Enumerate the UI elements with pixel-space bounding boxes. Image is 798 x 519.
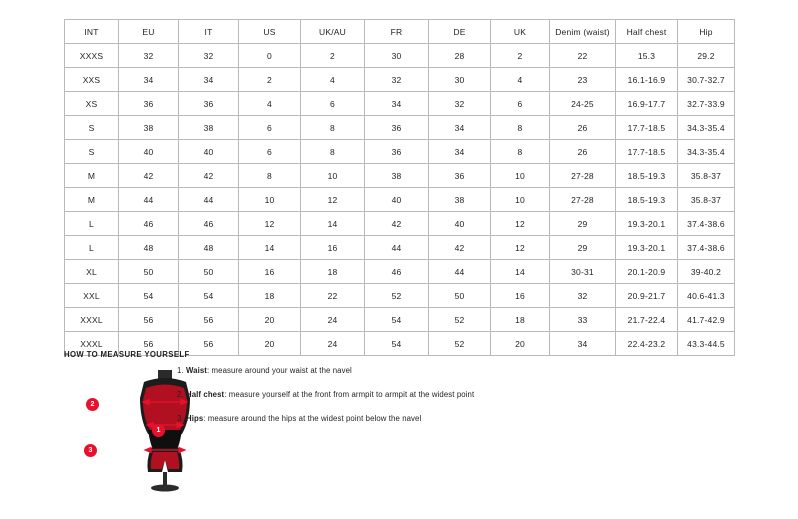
table-row xyxy=(65,44,735,68)
table-cell: 56 xyxy=(119,332,179,356)
measurement-note-waist xyxy=(177,365,597,376)
table-cell: 37.4-38.6 xyxy=(678,212,735,236)
table-cell: 30.7-32.7 xyxy=(678,68,735,92)
table-cell: 32 xyxy=(119,44,179,68)
table-cell: 40 xyxy=(119,140,179,164)
table-cell: 16.9-17.7 xyxy=(616,92,678,116)
table-cell: 23 xyxy=(550,68,616,92)
table-cell: XXXL xyxy=(65,332,119,356)
bullet-marker-2: 2 xyxy=(86,398,99,411)
table-cell: 22.4-23.2 xyxy=(616,332,678,356)
table-cell: 40 xyxy=(179,140,239,164)
table-cell: 20.1-20.9 xyxy=(616,260,678,284)
table-cell: 16 xyxy=(239,260,301,284)
table-cell: 12 xyxy=(239,212,301,236)
table-cell: 36 xyxy=(119,92,179,116)
table-cell: 2 xyxy=(301,44,365,68)
table-cell: 36 xyxy=(365,140,429,164)
table-cell: 39-40.2 xyxy=(678,260,735,284)
table-cell: 56 xyxy=(179,308,239,332)
table-cell: 42 xyxy=(429,236,491,260)
column-header-fr: FR xyxy=(365,20,429,44)
column-header-half-chest: Half chest xyxy=(616,20,678,44)
table-cell: S xyxy=(65,116,119,140)
table-cell: 30 xyxy=(365,44,429,68)
table-cell: 44 xyxy=(119,188,179,212)
table-cell: 54 xyxy=(119,284,179,308)
table-cell: 16 xyxy=(301,236,365,260)
column-header-int: INT xyxy=(65,20,119,44)
table-cell: 32 xyxy=(365,68,429,92)
table-cell: 38 xyxy=(429,188,491,212)
table-cell: 48 xyxy=(179,236,239,260)
table-cell: 32 xyxy=(550,284,616,308)
table-cell: 40 xyxy=(429,212,491,236)
table-cell: 34 xyxy=(119,68,179,92)
table-row xyxy=(65,164,735,188)
table-cell: 42 xyxy=(365,212,429,236)
table-cell: 40 xyxy=(365,188,429,212)
note-index-2: 2. xyxy=(177,390,184,399)
note-index-3: 3. xyxy=(177,414,184,423)
table-cell: 8 xyxy=(301,140,365,164)
table-cell: 32 xyxy=(179,44,239,68)
table-cell: 20 xyxy=(239,308,301,332)
table-cell: 6 xyxy=(239,140,301,164)
table-cell: 32 xyxy=(429,92,491,116)
table-cell: 34 xyxy=(365,92,429,116)
table-cell: 24-25 xyxy=(550,92,616,116)
table-cell: 26 xyxy=(550,116,616,140)
column-header-it: IT xyxy=(179,20,239,44)
measurement-notes xyxy=(177,365,597,437)
measurement-note-half-chest xyxy=(177,389,597,400)
table-cell: 12 xyxy=(491,236,550,260)
table-cell: 19.3-20.1 xyxy=(616,236,678,260)
table-cell: 43.3-44.5 xyxy=(678,332,735,356)
table-cell: 2 xyxy=(491,44,550,68)
table-cell: 29 xyxy=(550,212,616,236)
table-cell: 52 xyxy=(365,284,429,308)
table-cell: 14 xyxy=(491,260,550,284)
column-header-eu: EU xyxy=(119,20,179,44)
table-cell: S xyxy=(65,140,119,164)
table-cell: 24 xyxy=(301,332,365,356)
table-cell: 36 xyxy=(365,116,429,140)
table-row xyxy=(65,260,735,284)
table-cell: 18.5-19.3 xyxy=(616,188,678,212)
table-cell: 20.9-21.7 xyxy=(616,284,678,308)
table-cell: 8 xyxy=(301,116,365,140)
table-cell: 18 xyxy=(491,308,550,332)
table-cell: 6 xyxy=(301,92,365,116)
table-cell: XXS xyxy=(65,68,119,92)
table-row xyxy=(65,236,735,260)
column-header-denim-waist: Denim (waist) xyxy=(550,20,616,44)
table-cell: 12 xyxy=(301,188,365,212)
note-term-hips: Hips xyxy=(185,414,204,423)
column-header-de: DE xyxy=(429,20,491,44)
table-cell: 21.7-22.4 xyxy=(616,308,678,332)
bullet-marker-1: 1 xyxy=(152,424,165,437)
table-cell: 28 xyxy=(429,44,491,68)
note-index-1: 1. xyxy=(177,366,184,375)
table-cell: 41.7-42.9 xyxy=(678,308,735,332)
table-cell: 4 xyxy=(301,68,365,92)
table-cell: 26 xyxy=(550,140,616,164)
bullet-marker-3: 3 xyxy=(84,444,97,457)
table-cell: 14 xyxy=(301,212,365,236)
table-cell: 46 xyxy=(365,260,429,284)
table-cell: 16.1-16.9 xyxy=(616,68,678,92)
table-row xyxy=(65,284,735,308)
table-cell: 52 xyxy=(429,332,491,356)
table-cell: 54 xyxy=(365,332,429,356)
table-cell: 50 xyxy=(429,284,491,308)
table-cell: 14 xyxy=(239,236,301,260)
table-cell: 34 xyxy=(429,140,491,164)
table-cell: 35.8-37 xyxy=(678,164,735,188)
table-cell: 27-28 xyxy=(550,164,616,188)
table-cell: XS xyxy=(65,92,119,116)
table-cell: 12 xyxy=(491,212,550,236)
table-cell: XXXS xyxy=(65,44,119,68)
table-cell: 34.3-35.4 xyxy=(678,140,735,164)
table-cell: L xyxy=(65,236,119,260)
table-cell: M xyxy=(65,164,119,188)
table-cell: XXXL xyxy=(65,308,119,332)
table-header-row xyxy=(65,20,735,44)
table-cell: 56 xyxy=(119,308,179,332)
table-cell: 18.5-19.3 xyxy=(616,164,678,188)
table-cell: 38 xyxy=(179,116,239,140)
table-cell: 34.3-35.4 xyxy=(678,116,735,140)
table-cell: XL xyxy=(65,260,119,284)
table-cell: 2 xyxy=(239,68,301,92)
table-cell: 27-28 xyxy=(550,188,616,212)
table-cell: 22 xyxy=(301,284,365,308)
table-cell: 38 xyxy=(365,164,429,188)
table-cell: 46 xyxy=(179,212,239,236)
column-header-uk-au: UK/AU xyxy=(301,20,365,44)
table-cell: 16 xyxy=(491,284,550,308)
table-cell: 36 xyxy=(179,92,239,116)
table-cell: 15.3 xyxy=(616,44,678,68)
table-row xyxy=(65,92,735,116)
table-row xyxy=(65,116,735,140)
table-cell: 4 xyxy=(239,92,301,116)
table-cell: 22 xyxy=(550,44,616,68)
table-cell: 8 xyxy=(491,116,550,140)
note-text-hips: : measure around the hips at the widest point below the navel xyxy=(203,414,422,423)
table-cell: 36 xyxy=(429,164,491,188)
table-cell: 40.6-41.3 xyxy=(678,284,735,308)
note-term-waist: Waist xyxy=(185,366,207,375)
table-cell: 17.7-18.5 xyxy=(616,116,678,140)
table-cell: 50 xyxy=(179,260,239,284)
table-cell: 37.4-38.6 xyxy=(678,236,735,260)
table-cell: 42 xyxy=(179,164,239,188)
table-cell: 48 xyxy=(119,236,179,260)
table-cell: M xyxy=(65,188,119,212)
table-cell: 44 xyxy=(365,236,429,260)
table-cell: 10 xyxy=(491,188,550,212)
size-table-container xyxy=(64,19,734,356)
table-cell: 10 xyxy=(239,188,301,212)
table-cell: 29.2 xyxy=(678,44,735,68)
table-cell: 52 xyxy=(429,308,491,332)
table-cell: 34 xyxy=(550,332,616,356)
table-cell: 34 xyxy=(179,68,239,92)
table-cell: 19.3-20.1 xyxy=(616,212,678,236)
table-cell: 34 xyxy=(429,116,491,140)
table-row xyxy=(65,308,735,332)
table-cell: L xyxy=(65,212,119,236)
table-row xyxy=(65,212,735,236)
column-header-uk: UK xyxy=(491,20,550,44)
table-cell: 46 xyxy=(119,212,179,236)
note-term-half-chest: Half chest xyxy=(185,390,225,399)
size-chart-table xyxy=(64,19,735,356)
table-cell: 10 xyxy=(491,164,550,188)
table-cell: 18 xyxy=(239,284,301,308)
note-text-waist: : measure around your waist at the navel xyxy=(207,366,352,375)
column-header-hip: Hip xyxy=(678,20,735,44)
table-cell: 29 xyxy=(550,236,616,260)
table-cell: 10 xyxy=(301,164,365,188)
table-cell: 24 xyxy=(301,308,365,332)
table-cell: 54 xyxy=(179,284,239,308)
table-cell: 18 xyxy=(301,260,365,284)
table-row xyxy=(65,68,735,92)
note-text-half-chest: : measure yourself at the front from armpit to armpit at the widest point xyxy=(224,390,475,399)
table-cell: 20 xyxy=(239,332,301,356)
table-cell: 38 xyxy=(119,116,179,140)
how-to-measure-title: HOW TO MEASURE YOURSELF xyxy=(64,350,190,359)
table-cell: 30-31 xyxy=(550,260,616,284)
table-cell: 35.8-37 xyxy=(678,188,735,212)
table-cell: 0 xyxy=(239,44,301,68)
table-cell: 30 xyxy=(429,68,491,92)
table-row xyxy=(65,140,735,164)
measurement-note-hips xyxy=(177,413,597,424)
table-cell: 4 xyxy=(491,68,550,92)
table-cell: 50 xyxy=(119,260,179,284)
table-cell: 6 xyxy=(239,116,301,140)
table-cell: 44 xyxy=(179,188,239,212)
table-cell: 8 xyxy=(239,164,301,188)
table-cell: 8 xyxy=(491,140,550,164)
column-header-us: US xyxy=(239,20,301,44)
table-cell: XXL xyxy=(65,284,119,308)
table-cell: 6 xyxy=(491,92,550,116)
table-row xyxy=(65,188,735,212)
table-cell: 32.7-33.9 xyxy=(678,92,735,116)
table-cell: 17.7-18.5 xyxy=(616,140,678,164)
table-cell: 42 xyxy=(119,164,179,188)
table-cell: 44 xyxy=(429,260,491,284)
table-cell: 56 xyxy=(179,332,239,356)
table-cell: 33 xyxy=(550,308,616,332)
table-cell: 54 xyxy=(365,308,429,332)
table-cell: 20 xyxy=(491,332,550,356)
